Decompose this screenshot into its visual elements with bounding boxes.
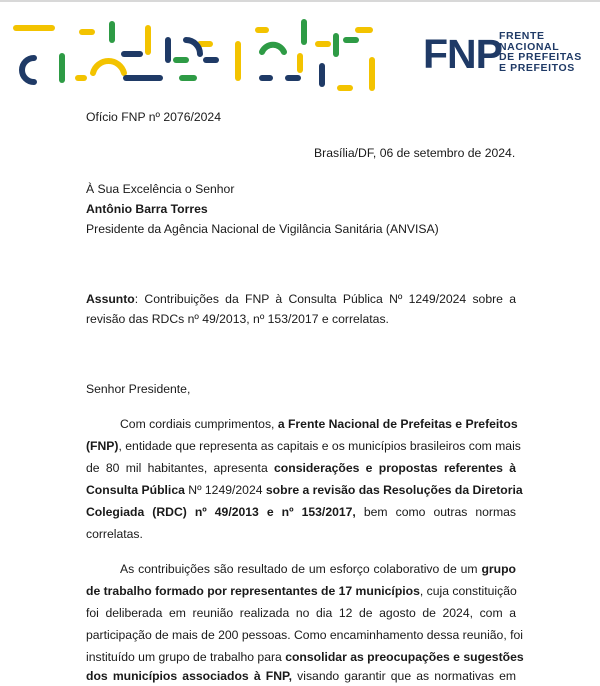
p2-text: As contribuições são resultado de um esforço colaborativo de um [120, 562, 482, 576]
paragraph-2-line-6 [86, 666, 516, 686]
p2-bold: consolidar as preocupações e sugestões [285, 650, 524, 664]
subject-line-1 [86, 289, 516, 309]
p1-bold: considerações e propostas referentes à [274, 461, 516, 475]
p1-bold: a Frente Nacional de Prefeitas e Prefeitos [277, 417, 518, 431]
p1-text: de 80 mil habitantes, apresenta [86, 461, 275, 475]
document-reference: Ofício FNP nº 2076/2024 [86, 110, 221, 124]
addressee-salutation: À Sua Excelência o Senhor [86, 182, 235, 196]
p1-bold: (FNP) [86, 439, 119, 453]
p2-text: instituído um grupo de trabalho para [86, 650, 286, 664]
place-date: Brasília/DF, 06 de setembro de 2024. [314, 146, 516, 160]
p1-text: , entidade que representa as capitais e os municípios brasileiros com mais [118, 439, 521, 453]
paragraph-2-line-2 [86, 581, 516, 601]
p2-bold: grupo [481, 562, 516, 576]
paragraph-1-line-6: correlatas. [86, 527, 143, 541]
paragraph-2-line-3: foi deliberada em reunião realizada no dia 12 de agosto de 2024, com a [86, 606, 516, 620]
p1-bold: sobre a revisão das Resoluções da Diretoria [265, 483, 523, 497]
p2-text: , cuja constituição [419, 584, 517, 598]
p2-bold: de trabalho formado por representantes de 17 municípios [86, 584, 420, 598]
subject-text-1: : Contribuições da FNP à Consulta Pública Nº 1249/2024 sobre a [134, 292, 516, 306]
p1-text: bem como outras normas [355, 505, 516, 519]
decorative-pattern-icon [0, 0, 400, 100]
p1-bold: Consulta Pública [86, 483, 185, 497]
addressee-name: Antônio Barra Torres [86, 202, 208, 216]
paragraph-1-line-2 [86, 436, 521, 456]
p2-bold: dos municípios associados à FNP, [86, 669, 292, 683]
fnp-logo-line-1: FRENTE [499, 30, 545, 42]
fnp-logo-name [499, 31, 582, 73]
subject-line-2: revisão das RDCs nº 49/2013, nº 153/2017 e correlatas. [86, 312, 389, 326]
paragraph-1-line-4 [86, 480, 523, 500]
p1-text: Nº 1249/2024 [184, 483, 266, 497]
paragraph-2-line-1 [86, 559, 516, 579]
fnp-logo-line-2: NACIONAL [499, 40, 560, 53]
fnp-logo-abbreviation: FNP [423, 31, 502, 77]
fnp-logo [423, 28, 595, 78]
paragraph-1-line-1 [86, 414, 516, 434]
greeting: Senhor Presidente, [86, 382, 191, 396]
paragraph-1-line-5 [86, 502, 516, 522]
letterhead [0, 0, 600, 110]
fnp-logo-line-4: E PREFEITOS [499, 61, 575, 74]
paragraph-2-line-5 [86, 647, 524, 667]
fnp-logo-line-3: DE PREFEITAS [499, 51, 582, 63]
paragraph-2-line-4: participação de mais de 200 pessoas. Como encaminhamento dessa reunião, foi [86, 628, 523, 642]
paragraph-1-line-3 [86, 458, 516, 478]
subject-label: Assunto [86, 292, 135, 306]
p1-bold: Colegiada (RDC) nº 49/2013 e nº 153/2017, [86, 505, 356, 519]
addressee-position: Presidente da Agência Nacional de Vigilância Sanitária (ANVISA) [86, 222, 439, 236]
p1-text: Com cordiais cumprimentos, [120, 417, 278, 431]
p2-text: visando garantir que as normativas em [291, 669, 516, 683]
